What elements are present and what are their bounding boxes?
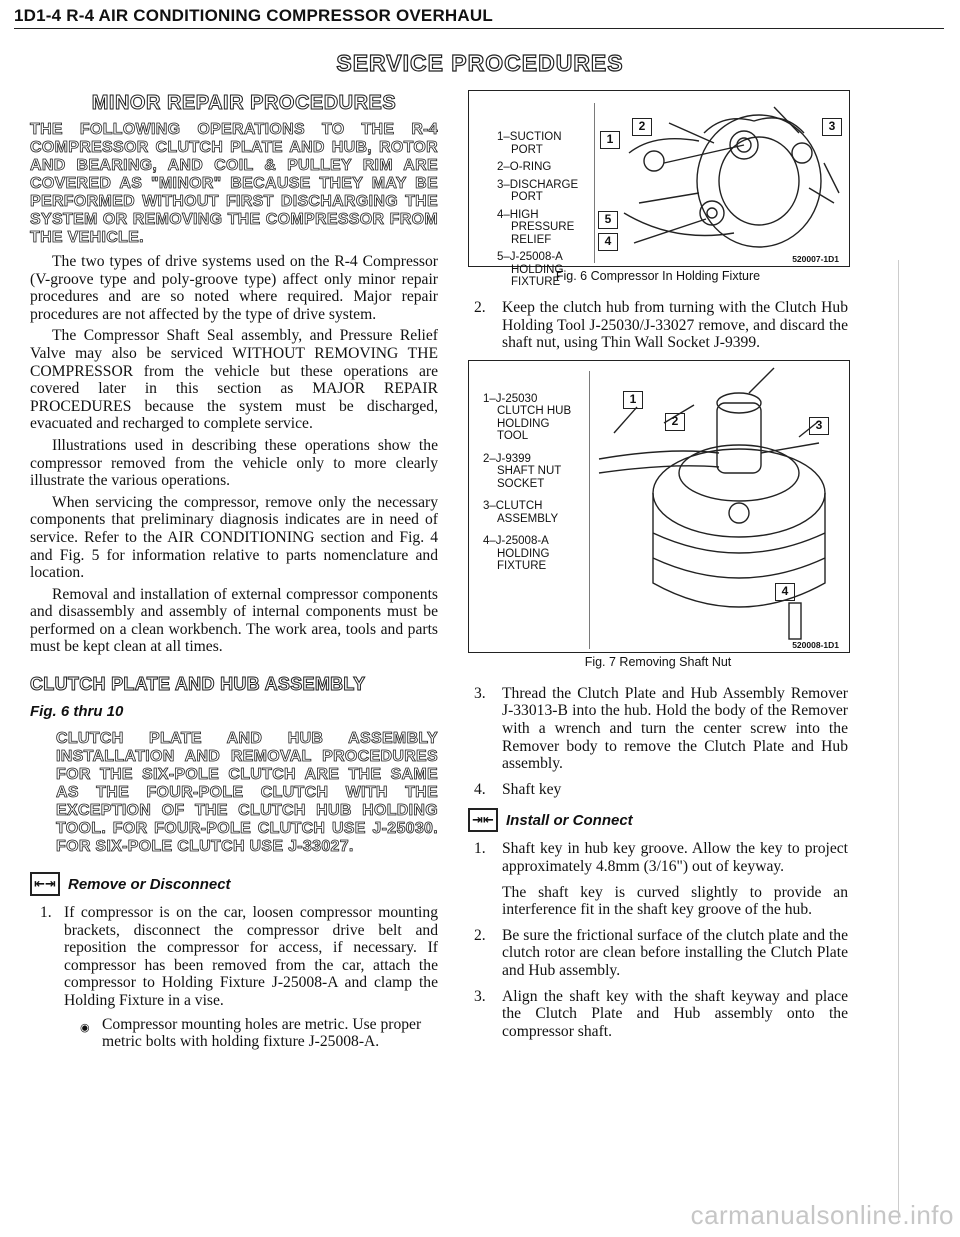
bullet-icon: ◉ [80,1020,90,1034]
step-item [468,840,848,875]
step-text: Shaft key [502,780,562,798]
step-item [468,988,848,1041]
install-arrows-icon: ⇥⇤ [468,808,498,832]
callout-4: 4 [775,583,795,601]
step-number: 2. [474,299,486,316]
step-item [468,299,848,352]
install-heading [468,808,848,832]
paragraph: Removal and installation of external compressor components and disassembly and assembly of internal components must be performed on a clean workbench. The work area, tools and parts must be kept clean at all times. [30,585,438,656]
step-text: Keep the clutch hub from turning with the Clutch Hub Holding Tool J-25030/J-33027 remove, and discard the shaft nut, using Thin Wall Socket J-9399. [502,299,848,352]
remove-arrows-icon: ⇤⇥ [30,872,60,896]
figure-6-code: 520007-1D1 [792,254,839,264]
figure-6-legend: 1–SUCTION PORT 2–O-RING 3–DISCHARGE PORT 4–HIGH PRESSURE RELIEF 5–J-25008-A HOLDING FIXTURE [497,131,579,288]
section-title: SERVICE PROCEDURES [336,50,624,76]
clutch-plate-title: CLUTCH PLATE AND HUB ASSEMBLY [30,674,366,695]
clutch-intro: CLUTCH PLATE AND HUB ASSEMBLY INSTALLATION AND REMOVAL PROCEDURES FOR THE SIX-POLE CLUTCH ARE THE SAME AS THE FOUR-POLE CLUTCH WITH THE EXCEPTION OF THE CLUTCH HUB HOLDING TOOL. FOR FOUR-POLE CLUTCH USE J-25030. FOR SIX-POLE CLUTCH USE J-33027. [56,730,438,856]
step-number: 4. [474,780,486,798]
step-text: Be sure the frictional surface of the clutch plate and the clutch rotor are clean before installing the Clutch Plate and Hub assembly. [502,926,848,979]
page-header [14,6,944,29]
minor-repair-title: MINOR REPAIR PROCEDURES [91,92,397,114]
bullet-note [80,1016,438,1051]
paragraph: Illustrations used in describing these operations show the compressor removed from the vehicle only to more clearly illustrate the various operations. [30,436,438,490]
step-text: Align the shaft key with the shaft keyway and place the Clutch Plate and Hub assembly onto the compressor shaft. [502,987,848,1040]
remove-label: Remove or Disconnect [68,875,231,893]
paragraph: The Compressor Shaft Seal assembly, and Pressure Relief Valve may also be serviced WITHOUT REMOVING THE COMPRESSOR from the vehicle but these operations are covered later in this section as MAJOR REPAIR PROCEDURES because the system must be discharged, evacuated and recharged to complete service. [30,327,438,433]
callout-2: 2 [632,118,652,136]
step-text: If compressor is on the car, loosen compressor mounting brackets, disconnect the compressor drive belt and reposition the compressor for access, if necessary. If compressor has been removed from the car, attach the compressor to Holding Fixture J-25008-A and clamp the Holding Fixture in a vise. [64,904,438,1010]
step-number: 1. [40,904,52,922]
minor-repair-intro: THE FOLLOWING OPERATIONS TO THE R-4 COMPRESSOR CLUTCH PLATE AND HUB, ROTOR AND BEARING, AND COIL & PULLEY RIM ARE COVERED AS "MINOR" BECAUSE THEY MAY BE PERFORMED WITHOUT FIRST DISCHARGING THE SYSTEM OR REMOVING THE COMPRESSOR FROM THE VEHICLE. [30,121,438,246]
step-item [468,927,848,980]
watermark: carmanualsonline.info [690,1200,954,1230]
step-item [468,685,848,773]
figure-7 [468,360,850,653]
step-text: Shaft key in hub key groove. Allow the key to project approximately 4.8mm (3/16") out of keyway. [502,840,848,875]
figure-reference: Fig. 6 thru 10 [30,703,124,721]
right-column [468,90,848,1048]
step-number: 3. [474,684,486,702]
callout-1: 1 [623,391,643,409]
step-number: 1. [474,840,486,858]
page-edge-line [898,260,899,1220]
callout-4: 4 [598,233,618,251]
step-item [468,781,848,799]
step-text: Thread the Clutch Plate and Hub Assembly Remover J-33013-B into the hub. Hold the body of the Remover with a wrench and turn the center screw into the Remover body to remove the Clutch Plate and Hub assembly. [502,684,848,773]
callout-3: 3 [809,417,829,435]
step-number: 3. [474,987,486,1005]
figure-6-caption: Fig. 6 Compressor In Holding Fixture [555,269,761,283]
step-note: The shaft key is curved slightly to provide an interference fit in the shaft key groove of the hub. [502,883,848,919]
callout-3: 3 [822,118,842,136]
figure-7-code: 520008-1D1 [792,639,839,650]
remove-heading [30,872,438,896]
figure-7-caption: Fig. 7 Removing Shaft Nut [584,654,732,669]
step-number: 2. [474,926,486,944]
paragraph: The two types of drive systems used on the R-4 Compressor (V-groove type and poly-groove type) affect only minor repair procedures and are so noted where required. Major repair procedures are not affected by the type of drive system. [30,253,438,323]
left-column [30,92,438,1051]
callout-2: 2 [665,413,685,431]
bullet-text: Compressor mounting holes are metric. Use proper metric bolts with holding fixture J-25008-A. [102,1015,422,1051]
install-label: Install or Connect [506,811,633,829]
page-header-title: 1D1-4 R-4 AIR CONDITIONING COMPRESSOR OVERHAUL [14,6,493,25]
callout-1: 1 [600,131,620,149]
step-item [30,904,438,1010]
callout-5: 5 [598,211,618,229]
figure-7-legend: 1–J-25030 CLUTCH HUB HOLDING TOOL 2–J-9399 SHAFT NUT SOCKET 3–CLUTCH ASSEMBLY 4–J-25008-A HOLDING FIXTURE [483,392,572,573]
paragraph: When servicing the compressor, remove only the necessary components that preliminary diagnosis indicates are in need of service. Refer to the AIR CONDITIONING section and Fig. 4 and Fig. 5 for information relative to parts nomenclature and location. [30,493,438,582]
